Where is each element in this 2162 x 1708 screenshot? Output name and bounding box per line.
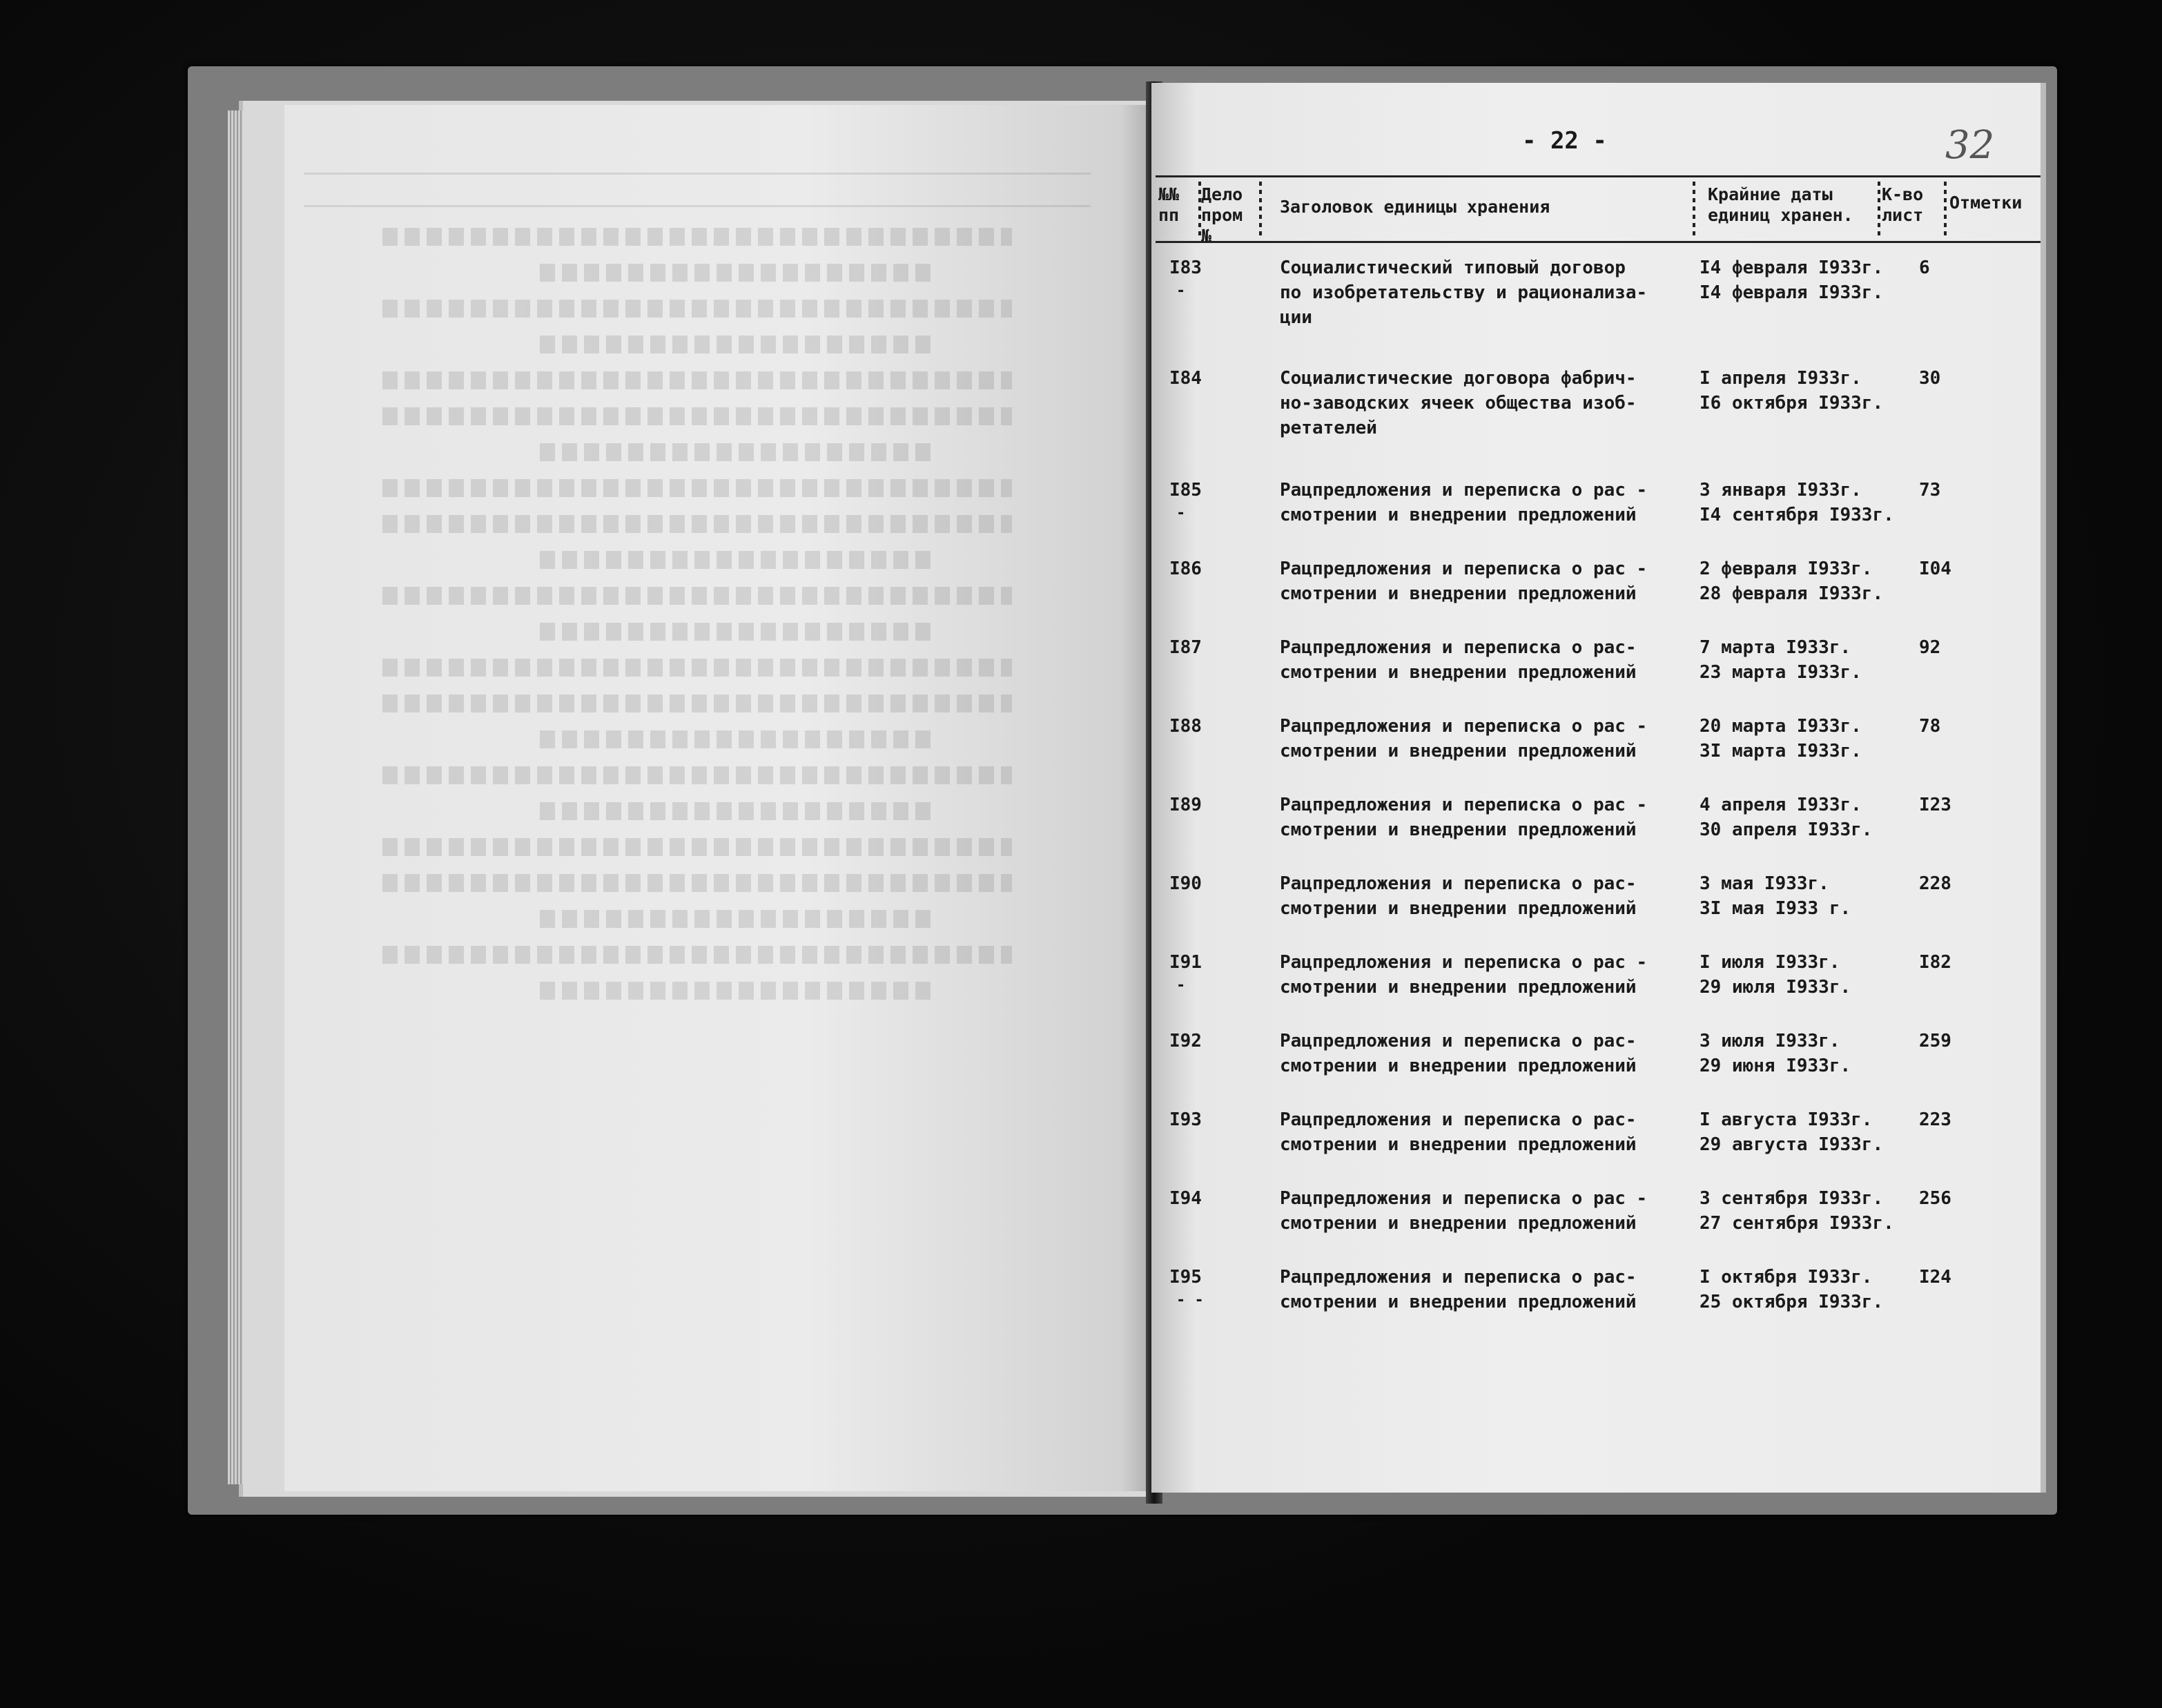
row-title: Рацпредложения и переписка о рас- смотрении и внедрении предложений: [1280, 873, 1637, 919]
row-title: Рацпредложения и переписка о рас- смотрении и внедрении предложений: [1280, 637, 1637, 683]
row-dates: I августа I933г. 29 августа I933г.: [1700, 1109, 1884, 1155]
table-row: [1151, 950, 2046, 1026]
table-row: [1151, 714, 2046, 790]
row-dash: -: [1176, 282, 1186, 300]
row-dates: I июля I933г. 29 июля I933г.: [1700, 952, 1851, 998]
page-number: - 22 -: [1522, 127, 1607, 155]
row-dates: 20 марта I933г. 3I марта I933г.: [1700, 716, 1862, 761]
row-dates: 3 июля I933г. 29 июня I933г.: [1700, 1031, 1851, 1076]
row-number: I83: [1169, 258, 1202, 278]
row-number: I91: [1169, 952, 1202, 973]
table-row: [1151, 1029, 2046, 1105]
row-number: I92: [1169, 1031, 1202, 1051]
row-title: Рацпредложения и переписка о рас - смотрении и внедрении предложений: [1280, 559, 1648, 604]
row-title: Рацпредложения и переписка о рас - смотрении и внедрении предложений: [1280, 1188, 1648, 1234]
bleed-through-text: [304, 173, 1091, 1018]
row-number: I84: [1169, 368, 1202, 389]
header-num: №№ пп: [1158, 184, 1180, 225]
row-sheets: I82: [1919, 952, 1951, 973]
page-edge: [2041, 83, 2046, 1493]
header-case: Дело пром №: [1201, 184, 1243, 246]
row-title: Социалистические договора фабрич- но-заводских ячеек общества изоб- ретателей: [1280, 368, 1637, 438]
handwritten-folio-number: 32: [1945, 123, 1995, 168]
row-dates: I4 февраля I933г. I4 февраля I933г.: [1700, 258, 1884, 303]
row-title: Рацпредложения и переписка о рас - смотрении и внедрении предложений: [1280, 480, 1648, 525]
row-dash: -: [1176, 977, 1186, 994]
table-row: [1151, 1265, 2046, 1341]
row-title: Рацпредложения и переписка о рас- смотрении и внедрении предложений: [1280, 1267, 1637, 1312]
row-title: Рацпредложения и переписка о рас- смотрении и внедрении предложений: [1280, 1031, 1637, 1076]
row-title: Рацпредложения и переписка о рас - смотрении и внедрении предложений: [1280, 716, 1648, 761]
row-title: Рацпредложения и переписка о рас- смотрении и внедрении предложений: [1280, 1109, 1637, 1155]
row-number: I90: [1169, 873, 1202, 894]
row-dates: I октября I933г. 25 октября I933г.: [1700, 1267, 1884, 1312]
row-number: I89: [1169, 795, 1202, 815]
header-sheets: К-во лист: [1882, 184, 1924, 225]
table-header: [1156, 175, 2046, 246]
table-row: [1151, 366, 2046, 442]
header-separator: [1259, 182, 1262, 237]
row-sheets: 73: [1919, 480, 1941, 501]
row-sheets: 6: [1919, 258, 1930, 278]
row-title: Рацпредложения и переписка о рас - смотрении и внедрении предложений: [1280, 795, 1648, 840]
row-dash: - -: [1176, 1292, 1204, 1309]
row-number: I93: [1169, 1109, 1202, 1130]
table-row: [1151, 635, 2046, 711]
header-title: Заголовок единицы хранения: [1280, 197, 1550, 217]
header-notes: Отметки: [1949, 193, 2023, 213]
header-separator: [1944, 182, 1947, 237]
header-separator: [1693, 182, 1695, 237]
table-row: [1151, 1107, 2046, 1183]
row-dates: I апреля I933г. I6 октября I933г.: [1700, 368, 1884, 414]
table-row: [1151, 478, 2046, 554]
row-sheets: I23: [1919, 795, 1951, 815]
header-separator: [1878, 182, 1880, 237]
row-sheets: 92: [1919, 637, 1941, 658]
row-sheets: 223: [1919, 1109, 1951, 1130]
row-dates: 2 февраля I933г. 28 февраля I933г.: [1700, 559, 1884, 604]
row-sheets: 228: [1919, 873, 1951, 894]
row-dates: 3 сентября I933г. 27 сентября I933г.: [1700, 1188, 1894, 1234]
right-page: [1151, 83, 2046, 1493]
row-title: Рацпредложения и переписка о рас - смотрении и внедрении предложений: [1280, 952, 1648, 998]
header-dates: Крайние даты единиц хранен.: [1708, 184, 1853, 225]
table-row: [1151, 871, 2046, 947]
row-number: I95: [1169, 1267, 1202, 1288]
row-number: I85: [1169, 480, 1202, 501]
row-sheets: 78: [1919, 716, 1941, 737]
row-number: I87: [1169, 637, 1202, 658]
table-row: [1151, 556, 2046, 632]
row-dates: 4 апреля I933г. 30 апреля I933г.: [1700, 795, 1873, 840]
row-title: Социалистический типовый договор по изобретательству и рационализа- ции: [1280, 258, 1648, 328]
row-number: I86: [1169, 559, 1202, 579]
row-dates: 3 января I933г. I4 сентября I933г.: [1700, 480, 1894, 525]
row-sheets: 259: [1919, 1031, 1951, 1051]
row-dash: -: [1176, 505, 1186, 522]
table-row: [1151, 255, 2046, 331]
table-row: [1151, 1186, 2046, 1262]
row-sheets: I04: [1919, 559, 1951, 579]
row-dates: 3 мая I933г. 3I мая I933 г.: [1700, 873, 1851, 919]
row-sheets: 256: [1919, 1188, 1951, 1209]
row-sheets: 30: [1919, 368, 1941, 389]
table-row: [1151, 793, 2046, 868]
row-dates: 7 марта I933г. 23 марта I933г.: [1700, 637, 1862, 683]
row-number: I88: [1169, 716, 1202, 737]
row-sheets: I24: [1919, 1267, 1951, 1288]
row-number: I94: [1169, 1188, 1202, 1209]
